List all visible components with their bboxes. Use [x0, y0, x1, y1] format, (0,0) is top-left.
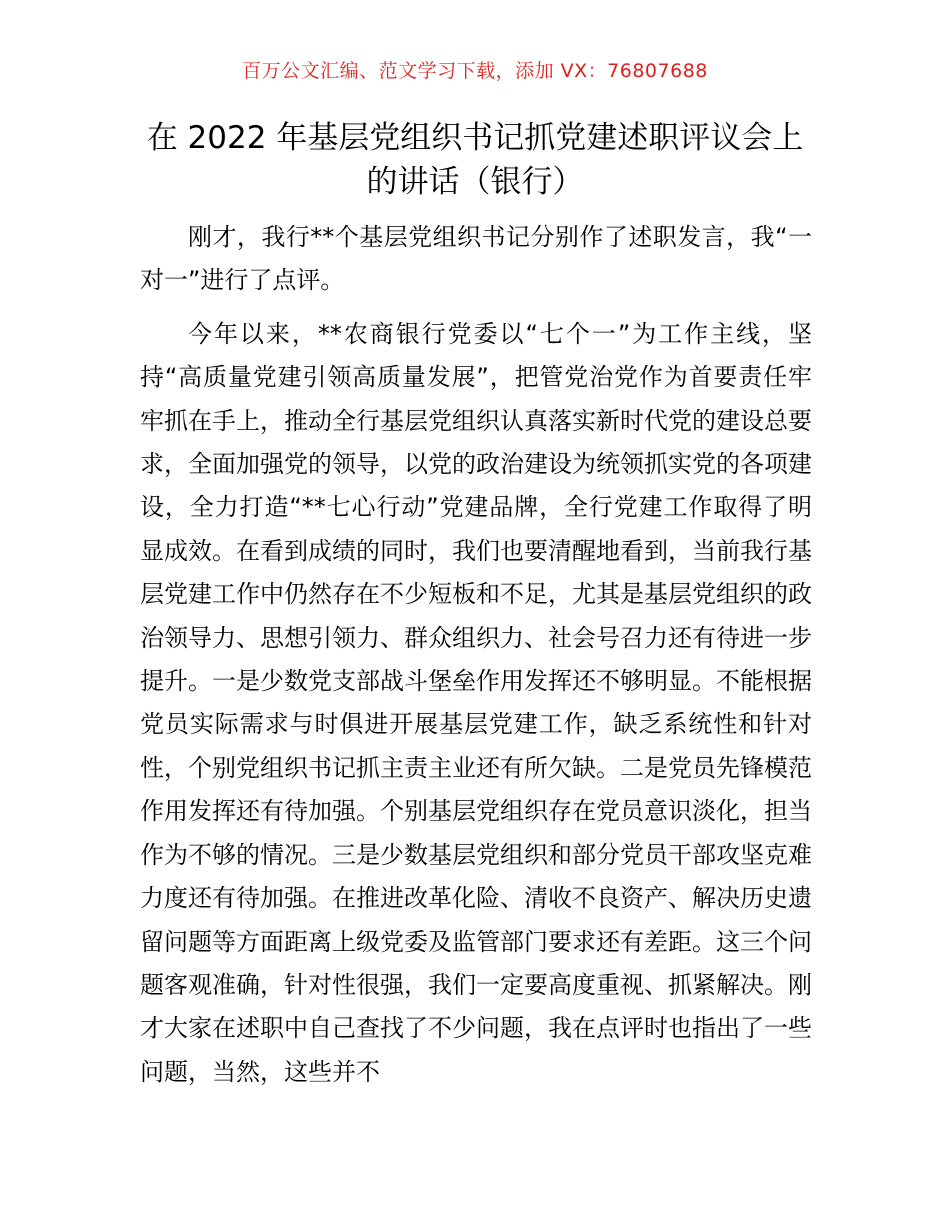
- paragraph-2: 今年以来，**农商银行党委以“七个一”为工作主线，坚持“高质量党建引领高质量发展”，把管党治党作为首要责任牢牢抓在手上，推动全行基层党组织认真落实新时代党的建设总要求，全面加强党的领导，以党的政治建设为统领抓实党的各项建设，全力打造“**七心行动”党建品牌，全行党建工作取得了明显成效。在看到成绩的同时，我们也要清醒地看到，当前我行基层党建工作中仍然存在不少短板和不足，尤其是基层党组织的政治领导力、思想引领力、群众组织力、社会号召力还有待进一步提升。一是少数党支部战斗堡垒作用发挥还不够明显。不能根据党员实际需求与时俱进开展基层党建工作，缺乏系统性和针对性，个别党组织书记抓主责主业还有所欠缺。二是党员先锋模范作用发挥还有待加强。个别基层党组织存在党员意识淡化，担当作为不够的情况。三是少数基层党组织和部分党员干部攻坚克难力度还有待加强。在推进改革化险、清收不良资产、解决历史遗留问题等方面距离上级党委及监管部门要求还有差距。这三个问题客观准确，针对性很强，我们一定要高度重视、抓紧解决。刚才大家在述职中自己查找了不少问题，我在点评时也指出了一些问题，当然，这些并不: [140, 319, 812, 1086]
- header-watermark-note: 百万公文汇编、范文学习下载，添加 VX：76807688: [242, 60, 708, 82]
- document-body: [140, 216, 812, 1094]
- paragraph-1: 刚才，我行**个基层党组织书记分别作了述职发言，我“一对一”进行了点评。: [140, 223, 812, 295]
- document-title: 在 2022 年基层党组织书记抓党建述职评议会上的讲话（银行）: [146, 120, 804, 200]
